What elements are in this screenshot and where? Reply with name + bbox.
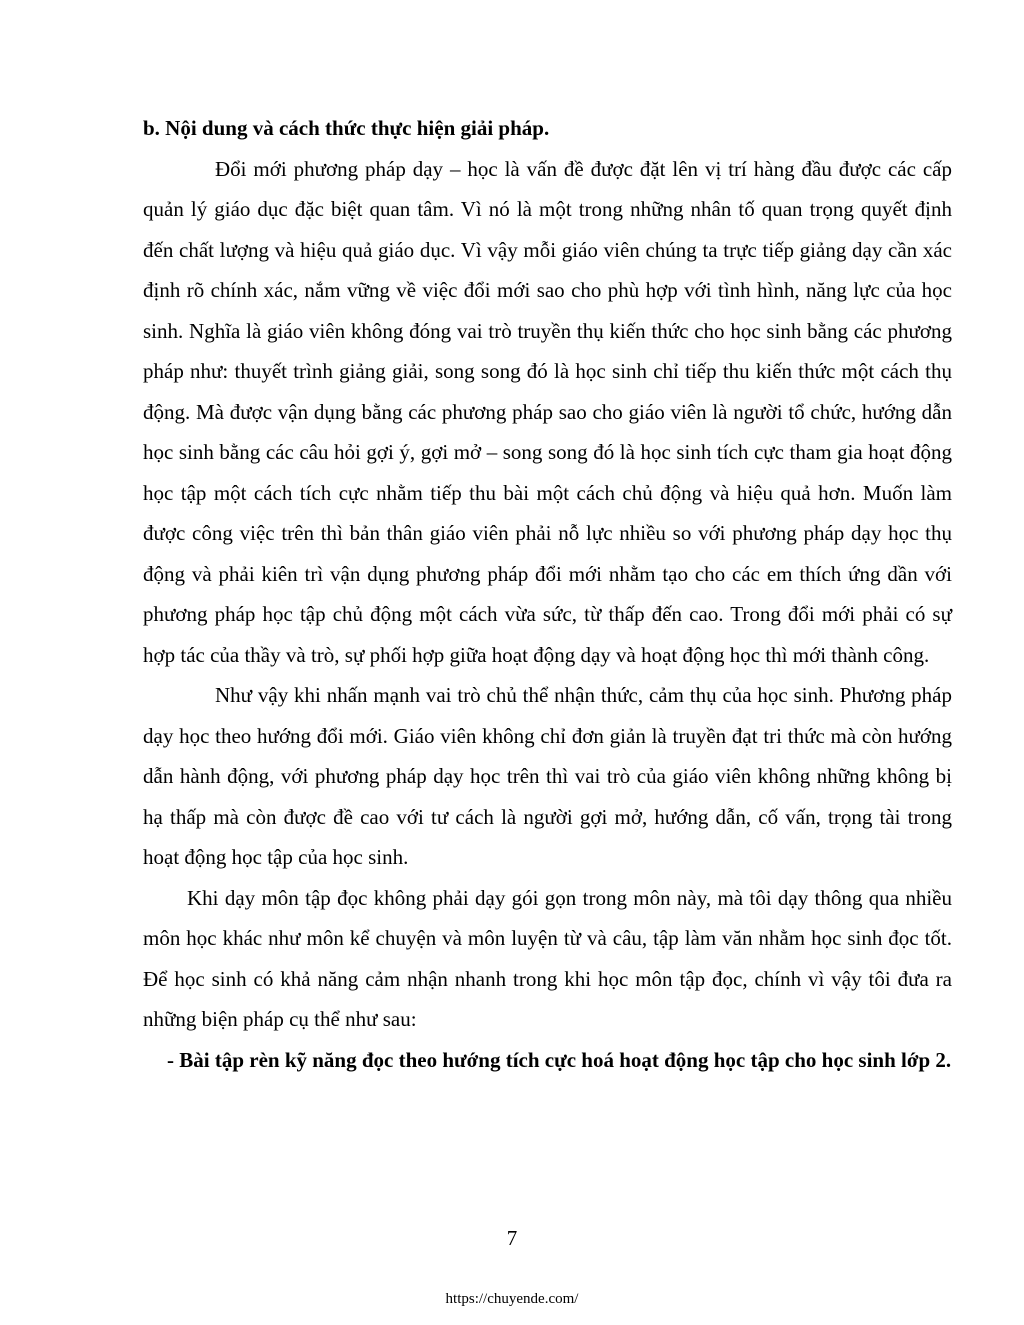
bullet-heading: - Bài tập rèn kỹ năng đọc theo hướng tích cực hoá hoạt động học tập cho học sinh lớp 2.: [167, 1047, 952, 1072]
paragraph-1: Đổi mới phương pháp dạy – học là vấn đề được đặt lên vị trí hàng đầu được các cấp quản lý giáo dục đặc biệt quan tâm. Vì nó là một trong những nhân tố quan trọng quyết định đến chất lượng và hiệu quả giáo dục. Vì vậy mỗi giáo viên chúng ta trực tiếp giảng dạy cần xác định rõ chính xác, nắm vững về việc đổi mới sao cho phù hợp với tình hình, năng lực của học sinh. Nghĩa là giáo viên không đóng vai trò truyền thụ kiến thức cho học sinh bằng các phương pháp như: thuyết trình giảng giải, song song đó là học sinh chỉ tiếp thu kiến thức một cách thụ động. Mà được vận dụng bằng các phương pháp sao cho giáo viên là người tổ chức, hướng dẫn học sinh bằng các câu hỏi gợi ý, gợi mở – song song đó là học sinh tích cực tham gia hoạt động học tập một cách tích cực nhằm tiếp thu bài một cách chủ động và hiệu quả hơn. Muốn làm được công việc trên thì bản thân giáo viên phải nỗ lực nhiều so với phương pháp dạy học thụ động và phải kiên trì vận dụng phương pháp đổi mới nhằm tạo cho các em thích ứng dần với phương pháp học tập chủ động một cách vừa sức, từ thấp đến cao. Trong đổi mới phải có sự hợp tác của thầy và trò, sự phối hợp giữa hoạt động dạy và hoạt động học thì mới thành công.: [143, 156, 952, 667]
section-heading: b. Nội dung và cách thức thực hiện giải pháp.: [143, 116, 550, 140]
page-number: 7: [506, 1226, 518, 1250]
paragraph-2: Như vậy khi nhấn mạnh vai trò chủ thể nhận thức, cảm thụ của học sinh. Phương pháp dạy học theo hướng đổi mới. Giáo viên không chỉ đơn giản là truyền đạt tri thức mà còn hướng dẫn hành động, với phương pháp dạy học trên thì vai trò của giáo viên không những không bị hạ thấp mà còn được đề cao với tư cách là người gợi mở, hướng dẫn, cố vấn, trọng tài trong hoạt động học tập của học sinh.: [143, 683, 952, 869]
paragraph-3: Khi dạy môn tập đọc không phải dạy gói gọn trong môn này, mà tôi dạy thông qua nhiều môn học khác như môn kể chuyện và môn luyện từ và câu, tập làm văn nhằm học sinh đọc tốt. Để học sinh có khả năng cảm nhận nhanh trong khi học môn tập đọc, chính vì vậy tôi đưa ra những biện pháp cụ thể như sau:: [143, 885, 952, 1031]
document-body: [143, 108, 952, 1080]
footer-url[interactable]: https://chuyende.com/: [445, 1291, 579, 1307]
